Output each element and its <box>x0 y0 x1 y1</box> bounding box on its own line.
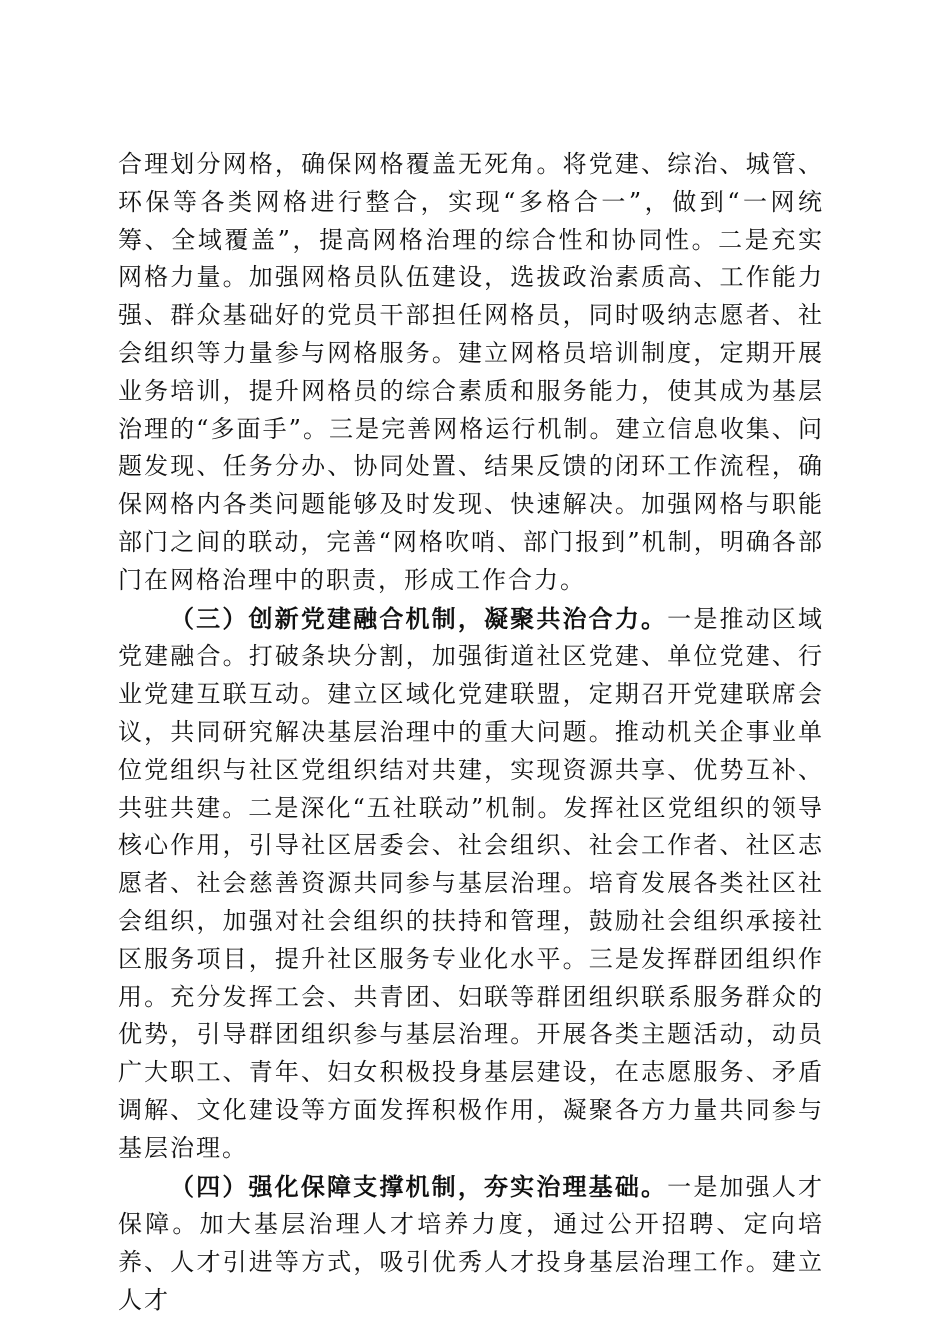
paragraph-section-3 <box>118 600 824 1168</box>
section-4-heading: （四）强化保障支撑机制，夯实治理基础。 <box>170 1171 668 1201</box>
document-body <box>118 146 824 1320</box>
section-3-body: 一是推动区域党建融合。打破条块分割，加强街道社区党建、单位党建、行业党建互联互动。建立区域化党建联盟，定期召开党建联席会议，共同研究解决基层治理中的重大问题。推动机关企事业单位党组织与社区党组织结对共建，实现资源共享、优势互补、共驻共建。二是深化“五社联动”机制。发挥社区党组织的领导核心作用，引导社区居委会、社会组织、社会工作者、社区志愿者、社会慈善资源共同参与基层治理。培育发展各类社区社会组织，加强对社会组织的扶持和管理，鼓励社会组织承接社区服务项目，提升社区服务专业化水平。三是发挥群团组织作用。充分发挥工会、共青团、妇联等群团组织联系服务群众的优势，引导群团组织参与基层治理。开展各类主题活动，动员广大职工、青年、妇女积极投身基层建设，在志愿服务、矛盾调解、文化建设等方面发挥积极作用，凝聚各方力量共同参与基层治理。 <box>118 604 825 1162</box>
section-3-heading: （三）创新党建融合机制，凝聚共治合力。 <box>170 603 668 633</box>
section-4-body: 一是加强人才保障。加大基层治理人才培养力度，通过公开招聘、定向培养、人才引进等方式，吸引优秀人才投身基层治理工作。建立人才 <box>118 1172 825 1314</box>
paragraph-grid-continuation: 合理划分网格，确保网格覆盖无死角。将党建、综治、城管、环保等各类网格进行整合，实现“多格合一”，做到“一网统筹、全域覆盖”，提高网格治理的综合性和协同性。二是充实网格力量。加强网格员队伍建设，选拔政治素质高、工作能力强、群众基础好的党员干部担任网格员，同时吸纳志愿者、社会组织等力量参与网格服务。建立网格员培训制度，定期开展业务培训，提升网格员的综合素质和服务能力，使其成为基层治理的“多面手”。三是完善网格运行机制。建立信息收集、问题发现、任务分办、协同处置、结果反馈的闭环工作流程，确保网格内各类问题能够及时发现、快速解决。加强网格与职能部门之间的联动，完善“网格吹哨、部门报到”机制，明确各部门在网格治理中的职责，形成工作合力。 <box>118 150 824 594</box>
paragraph-section-4 <box>118 1168 824 1320</box>
